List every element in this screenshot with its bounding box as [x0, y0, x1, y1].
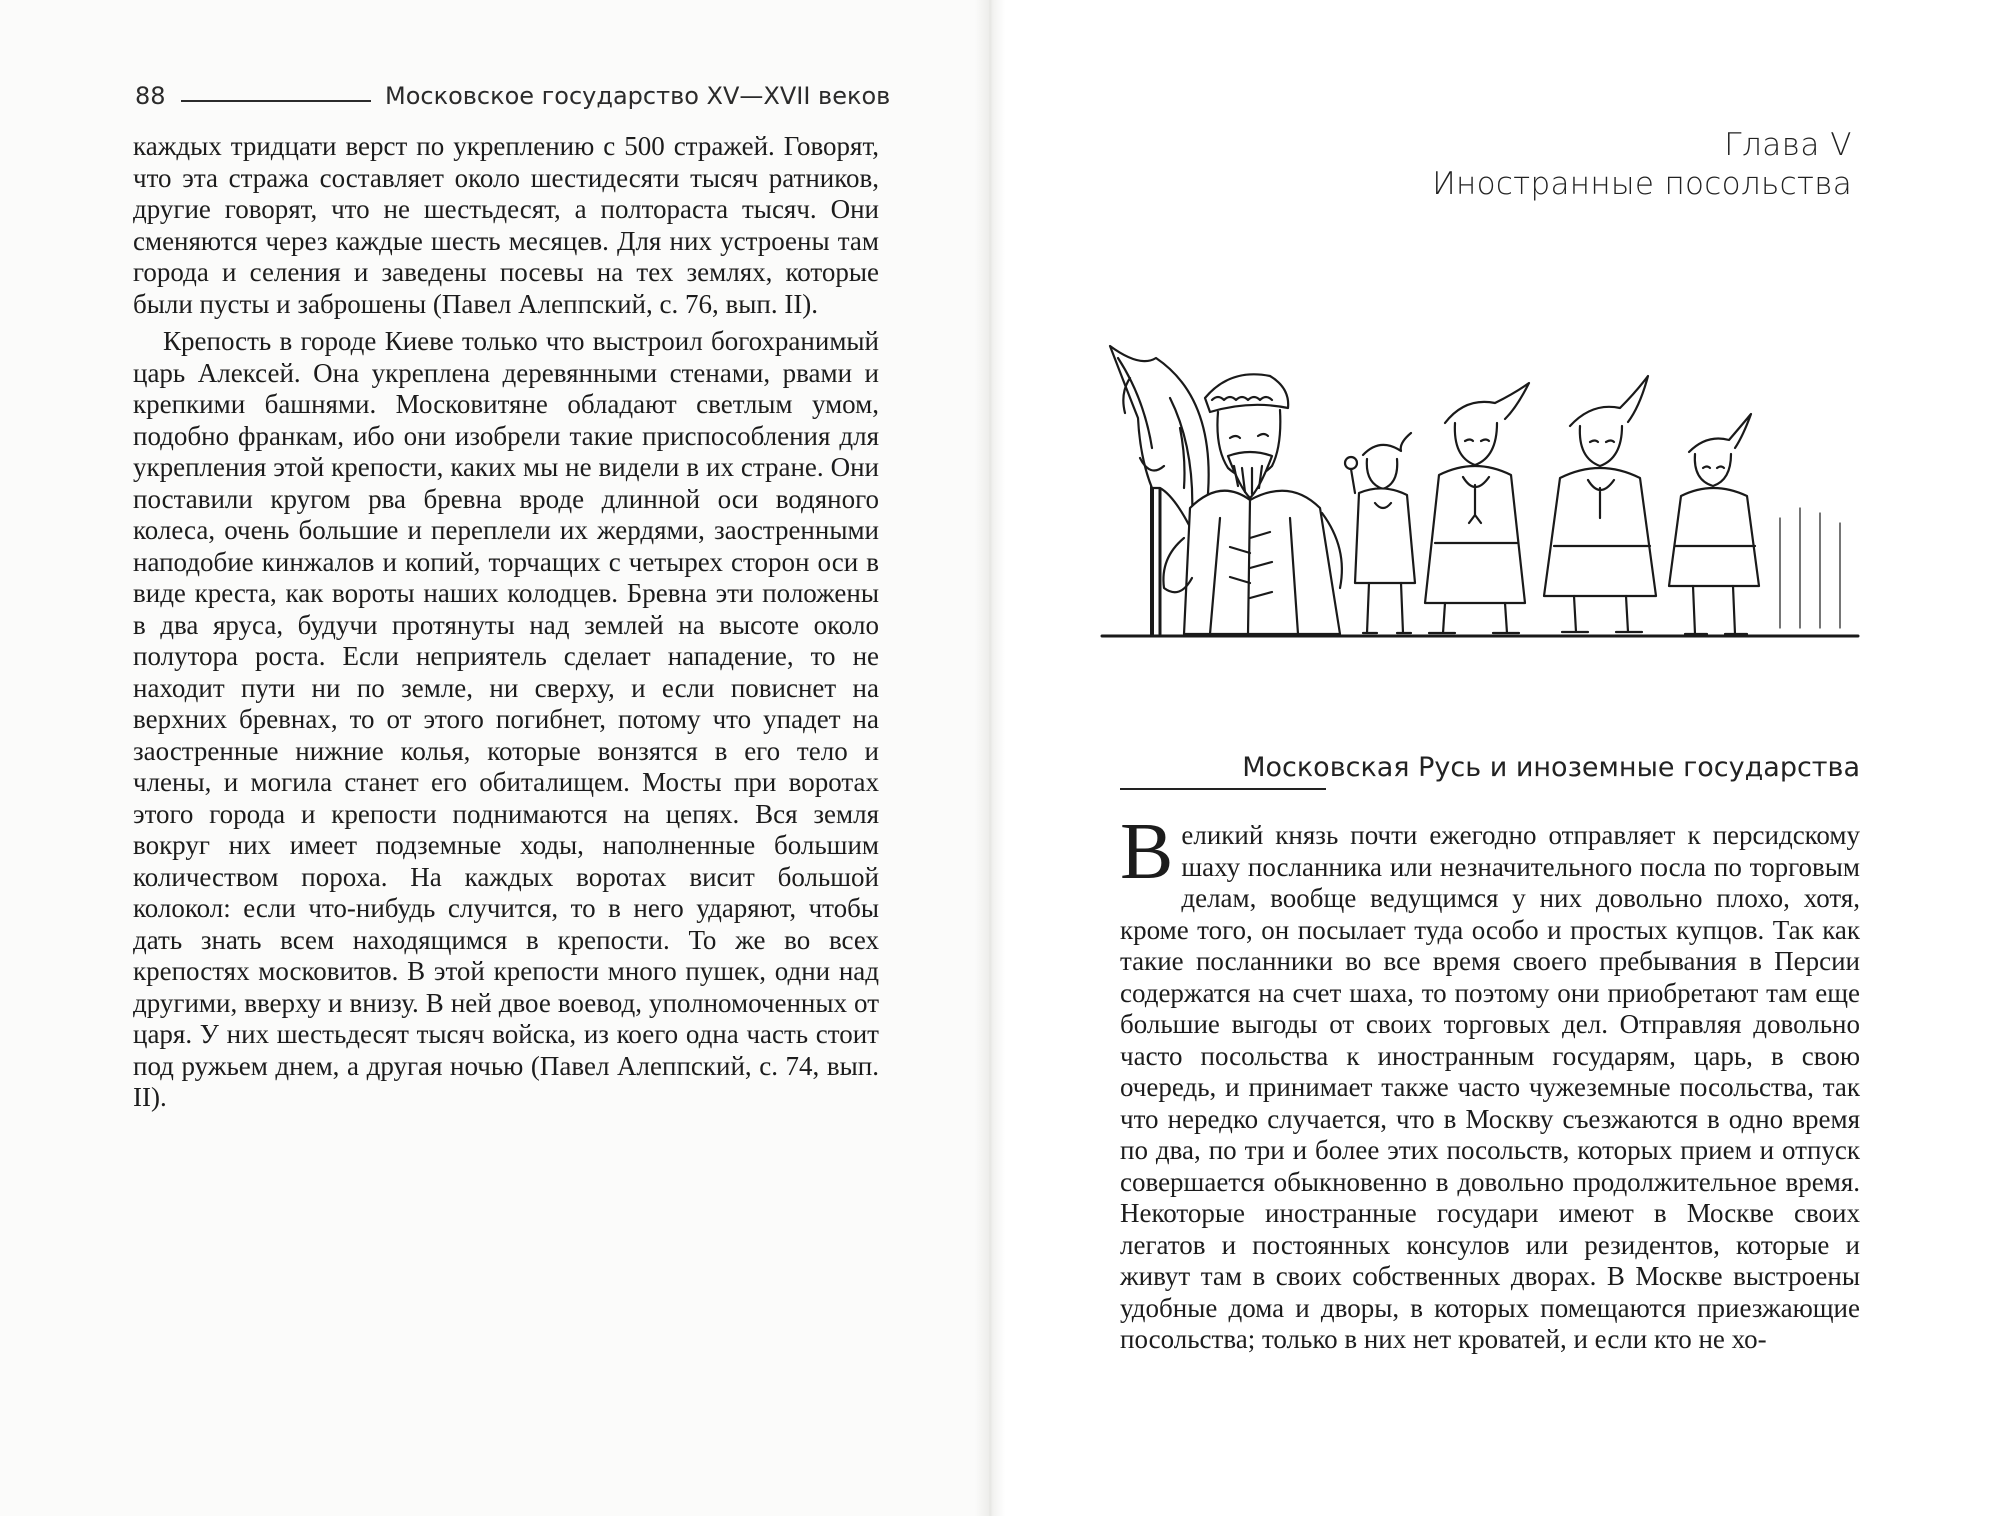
chapter-heading — [1200, 126, 1852, 204]
section-title: Московская Русь и иноземные государства — [1242, 752, 1860, 783]
chapter-illustration — [1100, 338, 1860, 643]
right-body-text — [1120, 808, 1860, 1356]
running-head-title: Московское государство XV—XVII веков — [385, 82, 891, 110]
book-gutter — [975, 0, 1005, 1516]
left-body-text — [133, 131, 879, 1114]
running-head-rule — [181, 100, 371, 102]
paragraph-embassies — [1120, 808, 1860, 1356]
envoy-drawing-4 — [1669, 414, 1759, 634]
envoy-drawing-1 — [1345, 433, 1415, 633]
paragraph-continued: каждых тридцати верст по укреплению с 500 стражей. Говорят, что эта стража составляет около шестидесяти тысяч ратников, другие говорят, что не шестьдесят, а полтораста тысяч. Они сменяются через каждые шесть месяцев. Для них устроены там города и селения и заведены посевы на тех землях, которые были пусты и заброшены (Павел Алеппский, с. 76, вып. II). — [133, 131, 879, 319]
section-heading — [1120, 752, 1860, 794]
running-head — [135, 76, 895, 110]
paragraph-kiev-fortress: Крепость в городе Киеве только что выстроил богохранимый царь Алексей. Она укреплена деревянными стенами, рвами и крепкими башнями. Московитяне обладают светлым умом, подобно франкам, ибо они изобрели такие приспособления для укрепления этой крепости, каких мы не видели в их стране. Они поставили кругом рва бревна вроде длинной оси водяного колеса, очень большие и переплели их жердями, заостренными наподобие кинжалов и копий, торчащих с четырех сторон оси в виде креста, как вороты наших колодцев. Бревна эти положены в два яруса, будучи протянуты над землей на высоте около полутора роста. Если неприятель сделает нападение, то не находит пути ни по земле, ни сверху, и если повиснет на верхних бревнах, то от этого погибнет, потому что упадет на заостренные нижние колья, которые вонзятся в его тело и члены, и могила станет его обиталищем. Мосты при воротах этого города и крепости поднимаются на цепях. Вся земля вокруг них имеет подземные ходы, наполненные большим количеством пороха. На каждых воротах висит большой колокол: если что-нибудь случится, то в него ударяют, чтобы дать знать всем находящимся в крепости. То же во всех крепостях московитов. В этой крепости много пушек, одни над другими, вверху и внизу. В ней двое воевод, уполномоченных от царя. У них шестьдесят тысяч войска, из коего одна часть стоит под ружьем днем, а другая ночью (Павел Алеппский, с. 74, вып. II). — [133, 326, 879, 1112]
chapter-title: Иностранные посольства — [1432, 166, 1852, 202]
page-number: 88 — [135, 82, 166, 110]
section-heading-rule — [1120, 788, 1326, 790]
drop-cap: В — [1120, 808, 1174, 896]
chapter-number: Глава V — [1724, 127, 1852, 163]
envoy-drawing-3 — [1544, 376, 1656, 632]
envoy-drawing-2 — [1425, 383, 1529, 633]
paragraph-embassies-text: еликий князь почти ежегодно отправляет к персидскому шаху посланника или незначительного посла по торговым делам, вообще ведущимся у них довольно плохо, хотя, кроме того, он посылает туда особо и простых купцов. Так как такие посланники во все время своего пребывания в Персии содержатся на счет шаха, то поэтому они приобретают там еще большие выгоды от своих торговых дел. Отправляя довольно часто посольства к иностранным государям, царь, в свою очередь, и принимает также часто чужеземные посольства, так что нередко случается, что в Москву съезжаются в одно время по два, по три и более этих посольств, которых прием и отпуск совершается обыкновенно в довольно продолжительное время. Некоторые иностранные государи имеют в Москве своих легатов и постоянных консулов или резидентов, которые и живут там в своих собственных дворах. В Москве выстроены удобные дома и дворы, в которых помещаются приезжающие посольства; только в них нет кроватей, и если кто не хо- — [1120, 820, 1860, 1354]
